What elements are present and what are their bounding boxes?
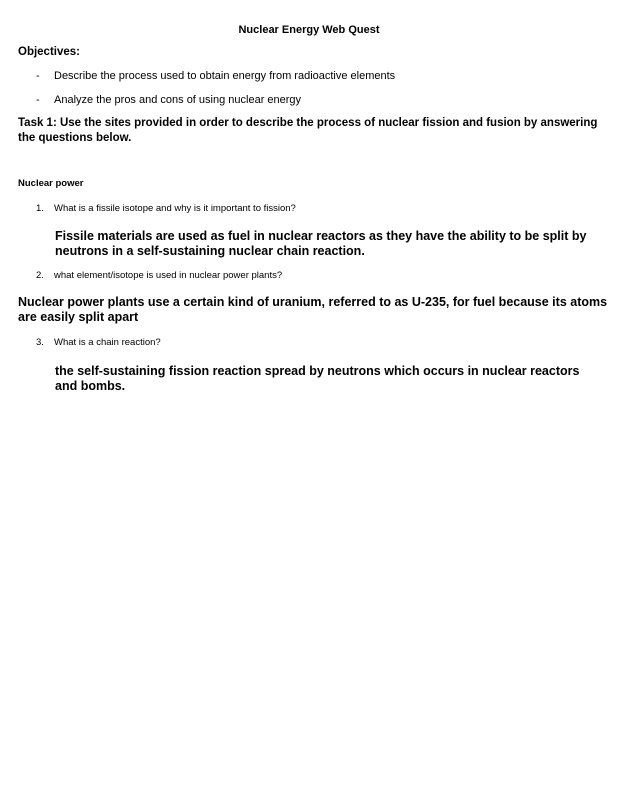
- question-item: [36, 337, 161, 349]
- question-item: [36, 270, 282, 282]
- bullet-dash: -: [36, 94, 40, 106]
- section-heading: Nuclear power: [18, 178, 84, 189]
- question-number: 2.: [36, 270, 44, 281]
- bullet-dash: -: [36, 70, 40, 82]
- objective-item: [36, 69, 395, 83]
- question-text: What is a fissile isotope and why is it important to fission?: [54, 203, 296, 214]
- answer-text: the self-sustaining fission reaction spread by neutrons which occurs in nuclear reactors and bombs.: [55, 364, 580, 393]
- objectives-heading: Objectives:: [18, 46, 80, 58]
- objective-text: Analyze the pros and cons of using nuclear energy: [54, 94, 302, 106]
- question-text: What is a chain reaction?: [54, 337, 161, 348]
- document-title: Nuclear Energy Web Quest: [238, 24, 380, 36]
- question-number: 1.: [36, 203, 44, 214]
- objective-text: Describe the process used to obtain energy from radioactive elements: [54, 70, 396, 82]
- task-instructions: Task 1: Use the sites provided in order to describe the process of nuclear fission and fusion by answering the questions below.: [18, 117, 598, 144]
- question-number: 3.: [36, 337, 44, 348]
- question-item: [36, 203, 296, 215]
- question-text: what element/isotope is used in nuclear power plants?: [54, 270, 283, 281]
- answer-text: Nuclear power plants use a certain kind of uranium, referred to as U-235, for fuel because its atoms are easily split apart: [18, 295, 608, 324]
- answer-text: Fissile materials are used as fuel in nuclear reactors as they have the ability to be split by neutrons in a self-sustaining nuclear chain reaction.: [55, 229, 587, 258]
- objective-item: [36, 93, 301, 107]
